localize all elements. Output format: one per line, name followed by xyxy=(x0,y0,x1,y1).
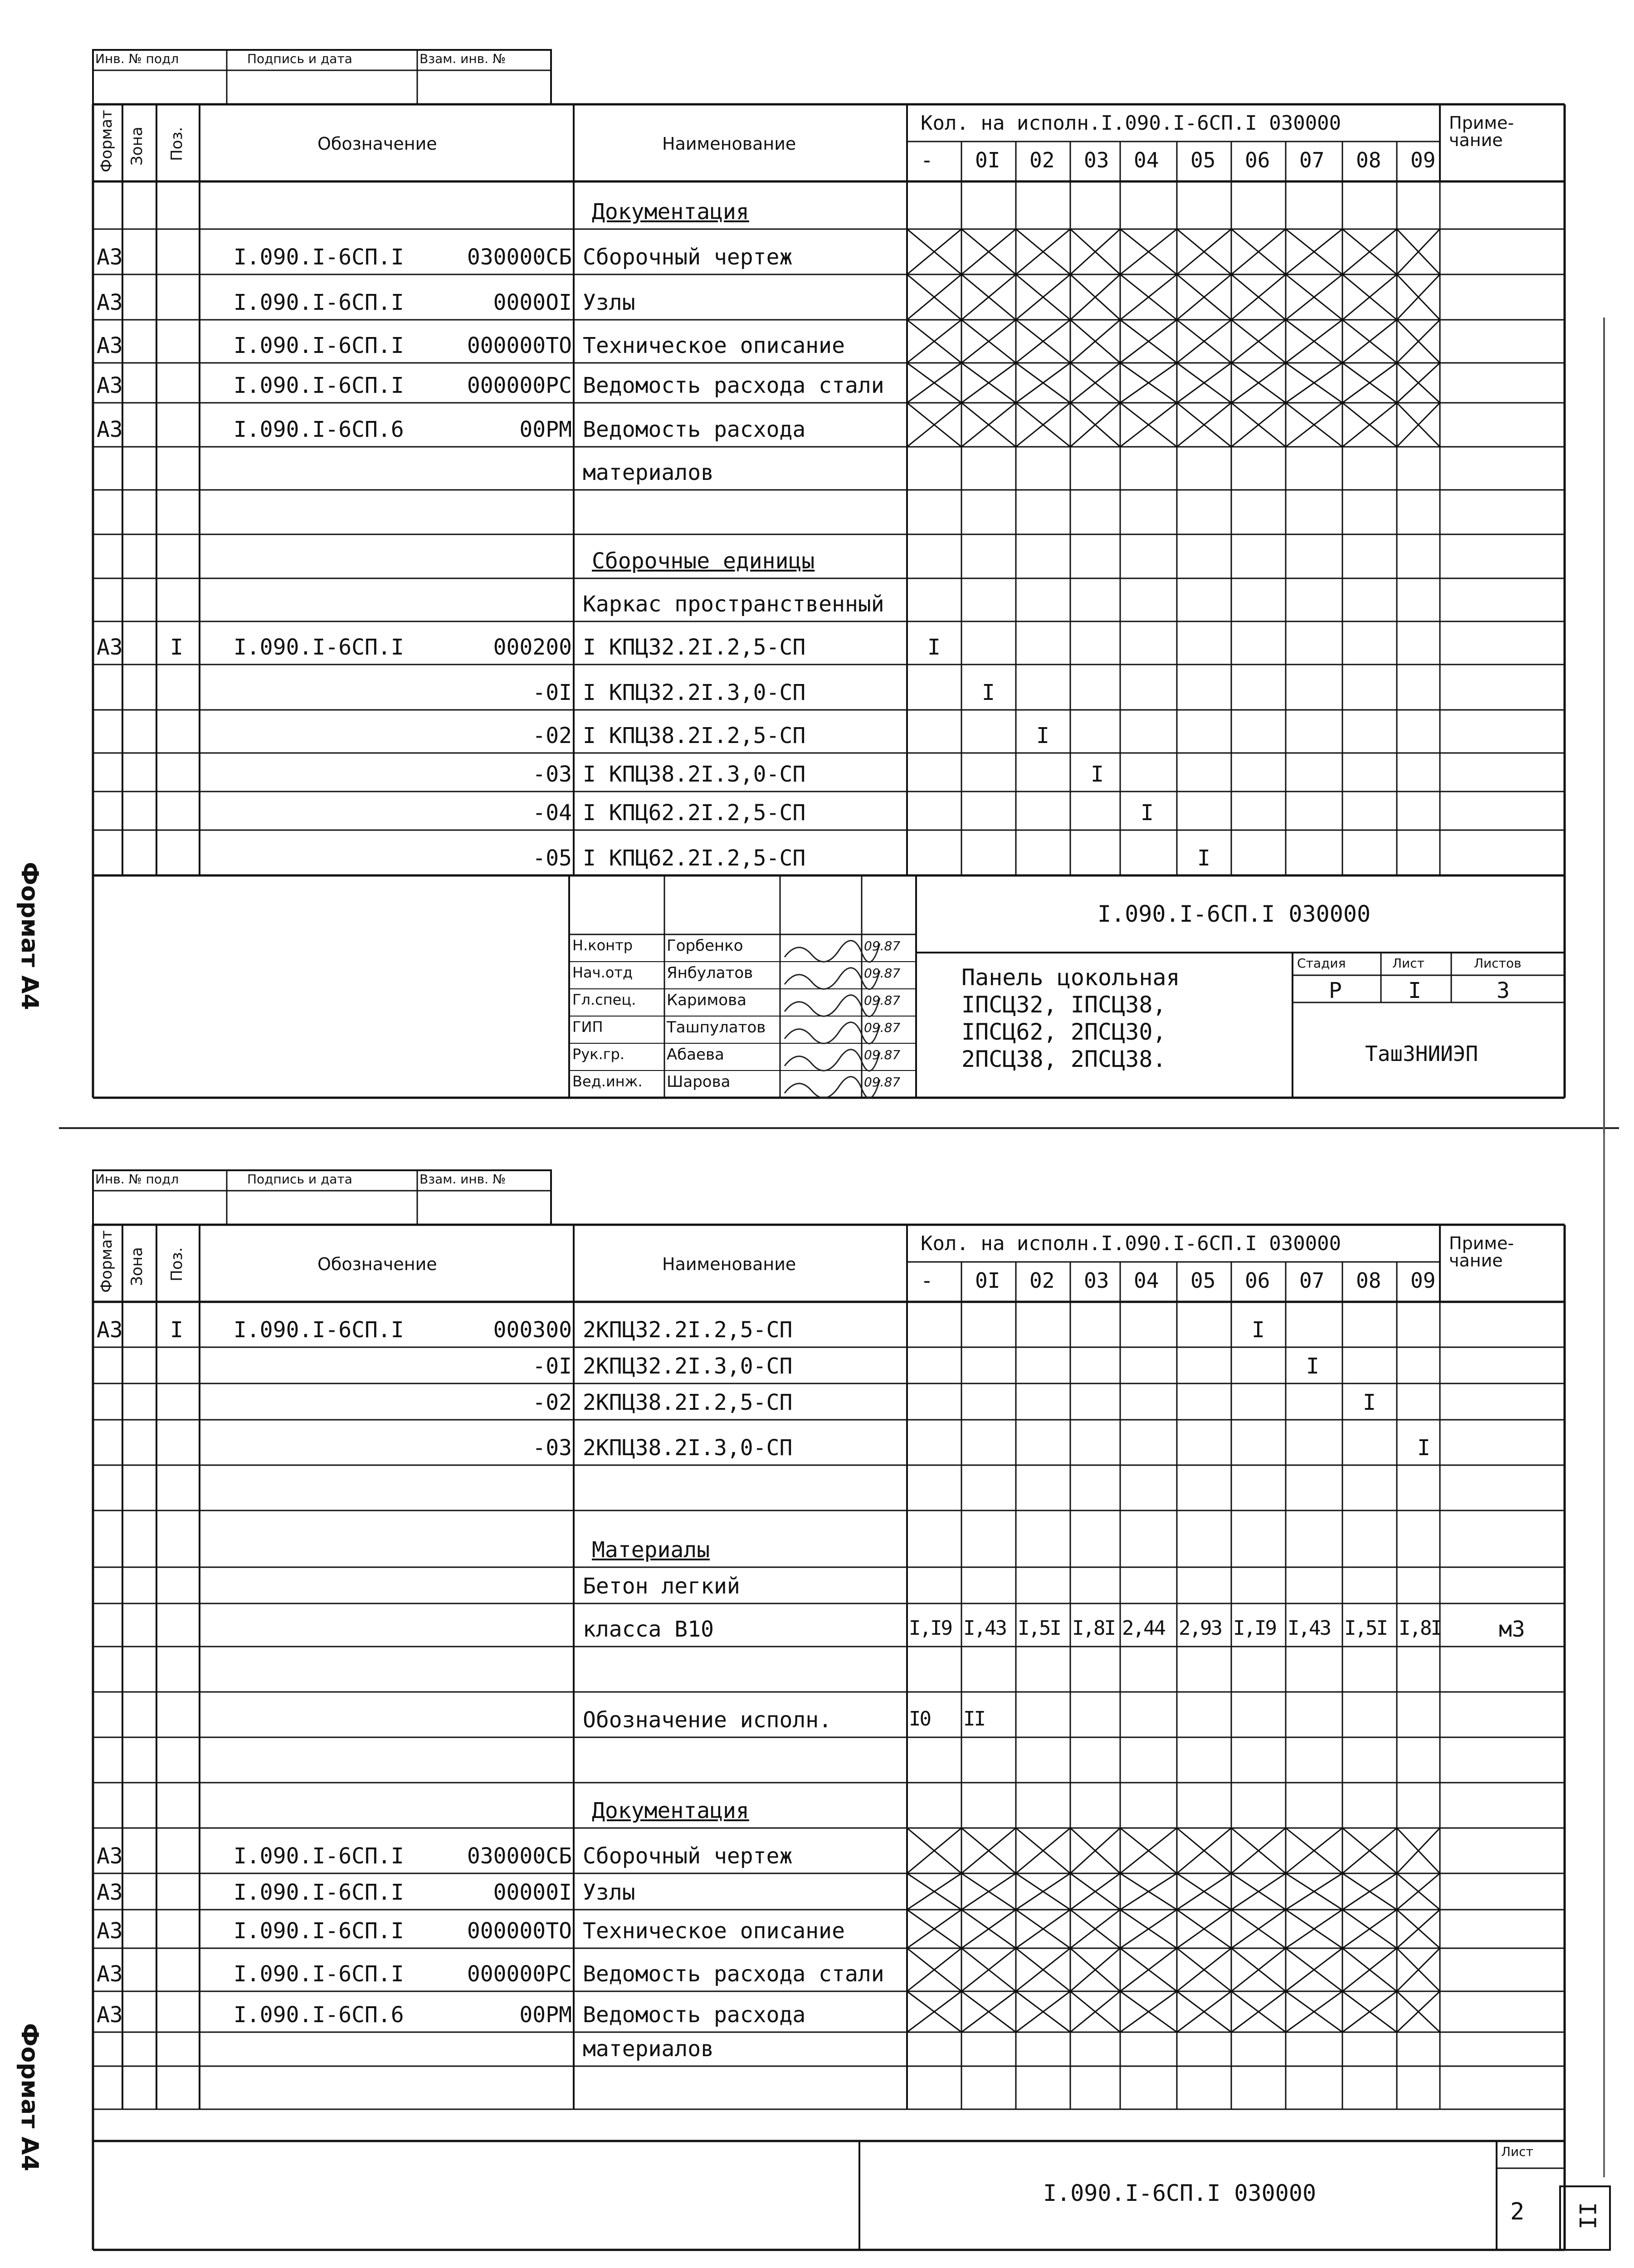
row-designation-suffix: 000000ТО xyxy=(467,333,572,358)
tb-stage-label: Стадия xyxy=(1297,956,1346,971)
row-name: материалов xyxy=(583,2036,714,2062)
row-designation-suffix: 000000РС xyxy=(467,373,572,398)
footer-code: I.090.I-6СП.I 030000 xyxy=(1043,2180,1317,2206)
header-variant-5: 05 xyxy=(1190,148,1216,172)
row-designation-suffix: 000200 xyxy=(493,635,572,660)
row-designation: I.090.I-6СП.I xyxy=(234,244,404,270)
tb-signer-date: 09.87 xyxy=(864,1075,901,1090)
header-note: Приме-чание xyxy=(1449,113,1514,150)
tb-title-line: IПСЦ62, 2ПСЦ30, xyxy=(961,1019,1166,1045)
tb-signer-date: 09.87 xyxy=(864,966,901,981)
row-note: м3 xyxy=(1499,1617,1525,1642)
tb-title-line: Панель цокольная xyxy=(961,964,1180,991)
row-designation-suffix: -0I xyxy=(532,1354,572,1379)
tb-signer-name: Горбенко xyxy=(667,937,743,955)
tb-signer-date: 09.87 xyxy=(864,993,901,1008)
tb-stage: Р xyxy=(1329,978,1342,1003)
header-variant-6: 06 xyxy=(1245,148,1270,172)
row-qty-mark: I xyxy=(1306,1354,1319,1379)
row-designation: I.090.I-6СП.I xyxy=(234,1918,404,1944)
header-variant-9: 09 xyxy=(1410,1268,1436,1293)
tb-signer-role: Н.контр xyxy=(572,937,633,954)
row-qty-value: I0 xyxy=(909,1707,930,1730)
tb-signer-role: Нач.отд xyxy=(572,964,633,981)
row-designation-suffix: 000300 xyxy=(493,1317,572,1343)
row-format: А3 xyxy=(97,333,123,358)
row-name: Техническое описание xyxy=(583,333,845,358)
margin-mark: II xyxy=(1574,2202,1601,2230)
header-qty: Кол. на исполн.I.090.I-6СП.I 030000 xyxy=(921,112,1341,135)
tb-signer-date: 09.87 xyxy=(864,938,901,953)
row-name: 2КПЦ32.2I.3,0-СП xyxy=(583,1354,793,1379)
tb-signer-role: Рук.гр. xyxy=(572,1046,625,1063)
row-name: Узлы xyxy=(583,290,635,315)
row-name: Ведомость расхода стали xyxy=(583,1961,884,1987)
row-name: Сборочные единицы xyxy=(592,548,815,574)
header-variant-9: 09 xyxy=(1410,148,1436,172)
tb-code: I.090.I-6СП.I 030000 xyxy=(1097,901,1371,927)
header-designation: Обозначение xyxy=(317,1254,437,1274)
tb-sheet: I xyxy=(1408,978,1421,1003)
row-name: 2КПЦ32.2I.2,5-СП xyxy=(583,1317,793,1343)
row-format: А3 xyxy=(97,1880,123,1905)
tb-title-line: IПСЦ32, IПСЦ38, xyxy=(961,992,1166,1018)
header-variant-8: 08 xyxy=(1356,1268,1381,1293)
row-qty-value: I,43 xyxy=(963,1617,1006,1640)
row-qty-value: I,I9 xyxy=(909,1617,951,1640)
row-qty-mark: I xyxy=(1363,1390,1376,1415)
row-position: I xyxy=(170,1317,183,1343)
footer-sheet-label: Лист xyxy=(1501,2144,1533,2159)
row-qty-value: II xyxy=(963,1707,985,1730)
tb-signer-date: 09.87 xyxy=(864,1047,901,1062)
header-designation: Обозначение xyxy=(317,134,437,154)
row-format: А3 xyxy=(97,2002,123,2028)
row-designation-suffix: 000000РС xyxy=(467,1961,572,1987)
tb-signer-role: ГИП xyxy=(572,1018,603,1036)
row-qty-value: I,8I xyxy=(1399,1617,1441,1640)
header-variant-3: 03 xyxy=(1084,148,1109,172)
tb-sheet-label: Лист xyxy=(1392,956,1424,971)
header-format: Формат xyxy=(98,1230,116,1293)
row-designation: I.090.I-6СП.I xyxy=(234,290,404,315)
tb-organization: ТашЗНИИЭП xyxy=(1365,1041,1478,1066)
row-qty-value: 2,93 xyxy=(1179,1617,1221,1640)
header-name: Наименование xyxy=(662,134,796,154)
row-name: Сборочный чертеж xyxy=(583,244,793,270)
stamp-sign-label: Подпись и дата xyxy=(247,1172,352,1187)
row-designation-suffix: -02 xyxy=(532,1390,572,1415)
footer-sheet-number: 2 xyxy=(1510,2198,1525,2225)
row-name: Ведомость расхода xyxy=(583,2002,806,2028)
row-designation-suffix: 000000ТО xyxy=(467,1918,572,1944)
header-variant-5: 05 xyxy=(1190,1268,1216,1293)
tb-signer-name: Янбулатов xyxy=(667,964,753,982)
header-variant-3: 03 xyxy=(1084,1268,1109,1293)
row-format: А3 xyxy=(97,244,123,270)
row-position: I xyxy=(170,635,183,660)
row-qty-mark: I xyxy=(1091,762,1104,787)
row-format: А3 xyxy=(97,1918,123,1944)
row-designation-suffix: 0000OI xyxy=(493,290,572,315)
header-variant-7: 07 xyxy=(1299,148,1325,172)
row-name: I КПЦ32.2I.2,5-СП xyxy=(583,635,806,660)
row-qty-value: I,I9 xyxy=(1233,1617,1276,1640)
header-variant-7: 07 xyxy=(1299,1268,1325,1293)
row-designation-suffix: 030000СБ xyxy=(467,1843,572,1869)
row-designation-suffix: 030000СБ xyxy=(467,244,572,270)
tb-signer-name: Ташпулатов xyxy=(667,1018,766,1036)
header-note: Приме-чание xyxy=(1449,1233,1514,1271)
stamp-sign-label: Подпись и дата xyxy=(247,51,352,66)
row-designation-suffix: -0I xyxy=(532,680,572,705)
tb-signer-name: Шарова xyxy=(667,1073,731,1091)
row-designation: I.090.I-6СП.I xyxy=(234,1961,404,1987)
row-designation-suffix: 00000I xyxy=(493,1880,572,1905)
row-designation-suffix: -03 xyxy=(532,1435,572,1461)
row-name: Материалы xyxy=(592,1537,710,1563)
header-variant-8: 08 xyxy=(1356,148,1381,172)
row-name: Бетон легкий xyxy=(583,1574,740,1599)
header-zone: Зона xyxy=(128,127,146,166)
tb-sheets: 3 xyxy=(1497,978,1510,1003)
row-qty-value: I,5I xyxy=(1018,1617,1060,1640)
row-qty-mark: I xyxy=(1252,1317,1265,1343)
header-variant-2: 02 xyxy=(1029,1268,1055,1293)
row-name: класса В10 xyxy=(583,1617,714,1642)
row-designation-suffix: -02 xyxy=(532,723,572,748)
header-variant-0: - xyxy=(921,148,933,172)
row-name: 2КПЦ38.2I.3,0-СП xyxy=(583,1435,793,1461)
row-format: А3 xyxy=(97,635,123,660)
row-designation-suffix: 00РМ xyxy=(519,417,572,442)
header-variant-4: 04 xyxy=(1134,1268,1159,1293)
row-qty-value: I,5I xyxy=(1344,1617,1387,1640)
row-qty-value: I,8I xyxy=(1072,1617,1115,1640)
row-name: Сборочный чертеж xyxy=(583,1843,793,1869)
row-name: I КПЦ38.2I.2,5-СП xyxy=(583,723,806,748)
row-designation: I.090.I-6СП.I xyxy=(234,373,404,398)
header-zone: Зона xyxy=(128,1247,146,1286)
stamp-replace-label: Взам. инв. № xyxy=(419,51,506,66)
row-designation-suffix: -05 xyxy=(532,846,572,871)
tb-title-line: 2ПСЦ38, 2ПСЦ38. xyxy=(961,1046,1166,1072)
row-name: I КПЦ32.2I.3,0-СП xyxy=(583,680,806,705)
header-pos: Поз. xyxy=(168,127,186,161)
tb-signer-date: 09.87 xyxy=(864,1020,901,1035)
row-qty-mark: I xyxy=(1141,800,1154,826)
row-format: А3 xyxy=(97,290,123,315)
row-designation: I.090.I-6СП.I xyxy=(234,1880,404,1905)
row-designation: I.090.I-6СП.I xyxy=(234,333,404,358)
row-designation-suffix: -04 xyxy=(532,800,572,826)
row-format: А3 xyxy=(97,1843,123,1869)
row-name: Документация xyxy=(592,1798,749,1823)
row-format: А3 xyxy=(97,373,123,398)
header-variant-1: 0I xyxy=(975,148,1000,172)
row-designation-suffix: 00РМ xyxy=(519,2002,572,2028)
format-side-label-top: Формат А4 xyxy=(16,862,43,1010)
header-variant-0: - xyxy=(921,1268,933,1293)
row-name: Каркас пространственный xyxy=(583,591,884,617)
header-variant-1: 0I xyxy=(975,1268,1000,1293)
tb-signer-role: Вед.инж. xyxy=(572,1073,643,1090)
row-name: Обозначение исполн. xyxy=(583,1707,832,1733)
row-qty-mark: I xyxy=(1197,846,1210,871)
row-qty-mark: I xyxy=(982,680,995,705)
tb-signer-name: Каримова xyxy=(667,991,746,1009)
row-format: А3 xyxy=(97,417,123,442)
row-name: Техническое описание xyxy=(583,1918,845,1944)
row-designation: I.090.I-6СП.I xyxy=(234,1317,404,1343)
header-pos: Поз. xyxy=(168,1247,186,1281)
header-variant-4: 04 xyxy=(1134,148,1159,172)
row-name: I КПЦ62.2I.2,5-СП xyxy=(583,846,806,871)
row-qty-mark: I xyxy=(1036,723,1049,748)
row-qty-value: I,43 xyxy=(1288,1617,1330,1640)
row-name: Узлы xyxy=(583,1880,635,1905)
row-designation: I.090.I-6СП.6 xyxy=(234,2002,404,2028)
row-name: Документация xyxy=(592,199,749,225)
row-name: Ведомость расхода xyxy=(583,417,806,442)
row-designation: I.090.I-6СП.I xyxy=(234,1843,404,1869)
row-name: I КПЦ38.2I.3,0-СП xyxy=(583,762,806,787)
header-name: Наименование xyxy=(662,1254,796,1274)
row-name: 2КПЦ38.2I.2,5-СП xyxy=(583,1390,793,1415)
row-designation: I.090.I-6СП.6 xyxy=(234,417,404,442)
stamp-replace-label: Взам. инв. № xyxy=(419,1172,506,1187)
row-name: Ведомость расхода стали xyxy=(583,373,884,398)
header-qty: Кол. на исполн.I.090.I-6СП.I 030000 xyxy=(921,1232,1341,1255)
tb-sheets-label: Листов xyxy=(1474,956,1522,971)
row-format: А3 xyxy=(97,1961,123,1987)
stamp-inv-label: Инв. № подл xyxy=(95,51,179,66)
header-variant-2: 02 xyxy=(1029,148,1055,172)
tb-signer-role: Гл.спец. xyxy=(572,991,636,1008)
tb-signer-name: Абаева xyxy=(667,1046,724,1064)
row-name: I КПЦ62.2I.2,5-СП xyxy=(583,800,806,826)
stamp-inv-label: Инв. № подл xyxy=(95,1172,179,1187)
header-format: Формат xyxy=(98,110,116,172)
row-qty-mark: I xyxy=(1417,1435,1430,1461)
row-designation-suffix: -03 xyxy=(532,762,572,787)
row-designation: I.090.I-6СП.I xyxy=(234,635,404,660)
row-name: материалов xyxy=(583,460,714,485)
format-side-label-bottom: Формат А4 xyxy=(16,2023,43,2171)
row-qty-value: 2,44 xyxy=(1122,1617,1165,1640)
row-qty-mark: I xyxy=(927,635,941,660)
row-format: А3 xyxy=(97,1317,123,1343)
header-variant-6: 06 xyxy=(1245,1268,1270,1293)
